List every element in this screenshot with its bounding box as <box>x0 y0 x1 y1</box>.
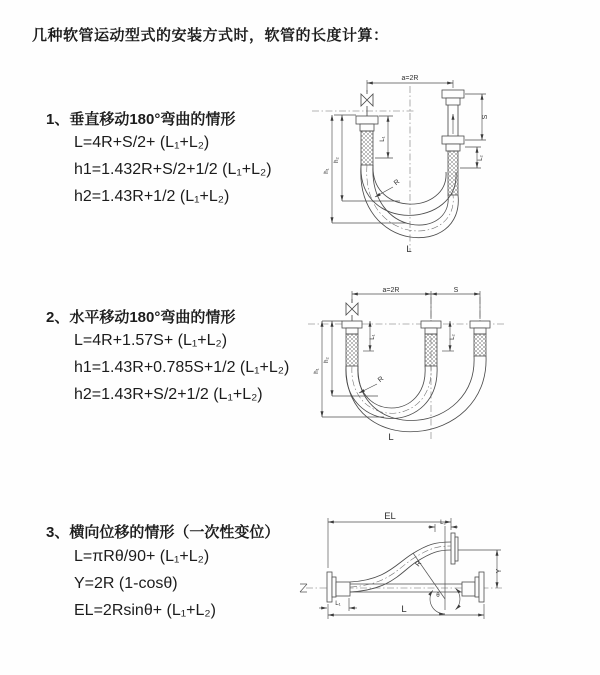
section-3-formula-y: Y=2R (1-cosθ) <box>74 575 178 592</box>
dim-label-l1: L₁ <box>335 600 341 607</box>
right-flange-fitting <box>462 572 484 602</box>
section-2-formula-l: L=4R+1.57S+ (L₁+L₂) <box>74 332 228 349</box>
dim-label-l-total: L <box>388 432 394 443</box>
dim-label-r: R <box>392 178 402 188</box>
dim-label-l2: L₂ <box>477 155 484 161</box>
centerlines <box>308 297 504 441</box>
page-title: 几种软管运动型式的安装方式时，软管的长度计算： <box>32 27 389 44</box>
section-3-heading: 3、横向位移的情形（一次性变位） <box>46 524 280 541</box>
right-hose-fitting <box>470 321 490 356</box>
dim-label-l1: L₁ <box>369 334 376 340</box>
dim-label-y: Y <box>496 568 503 574</box>
dim-label-s: S <box>482 114 489 120</box>
dim-label-l2: L₂ <box>449 334 456 340</box>
hose-u-bend <box>361 165 459 238</box>
dimension-s <box>431 287 480 294</box>
dim-label-h1: h₁ <box>313 368 320 374</box>
left-hose-fitting <box>356 116 378 165</box>
dimension-l2 <box>442 321 456 351</box>
dim-label-l1: L₁ <box>379 136 386 142</box>
dim-label-a2r: a=2R <box>401 75 419 82</box>
dimension-l2 <box>428 519 458 532</box>
dim-label-h2: h₂ <box>323 357 330 363</box>
dimension-a2r <box>352 287 480 319</box>
dimension-l1 <box>319 598 357 611</box>
section-3-formula-el: EL=2Rsinθ+ (L₁+L₂) <box>74 602 216 619</box>
section-1-formula-h2: h2=1.43R+1/2 (L₁+L₂) <box>74 188 230 205</box>
middle-hose-fitting <box>421 321 441 366</box>
valve-icon <box>346 299 358 321</box>
vertical-travel-180-bend-diagram <box>310 68 590 258</box>
dimension-el <box>328 511 451 568</box>
section-1-formula-l: L=4R+S/2+ (L₁+L₂) <box>74 134 210 151</box>
section-1-heading: 1、垂直移动180°弯曲的情形 <box>46 111 236 128</box>
lateral-displacement-diagram <box>298 502 590 652</box>
hose-displaced-position <box>350 542 451 592</box>
centerline-break-mark <box>300 584 307 592</box>
radius-construction <box>413 526 445 610</box>
dim-label-a2r: a=2R <box>382 287 400 294</box>
section-3-formula-l: L=πRθ/90+ (L₁+L₂) <box>74 548 210 565</box>
dim-label-theta: θ <box>436 592 440 599</box>
dim-label-l-total: L <box>406 244 412 255</box>
hose-u-bend-positions <box>346 356 486 432</box>
dimension-l2 <box>460 147 484 168</box>
radius-callout <box>359 376 385 393</box>
upper-flange-fitting <box>451 533 458 564</box>
section-2-heading: 2、水平移动180°弯曲的情形 <box>46 309 236 326</box>
dimension-l1 <box>363 321 376 351</box>
dim-label-r: R <box>414 559 424 569</box>
dim-label-l2: L₂ <box>440 519 446 526</box>
dim-label-r: R <box>376 375 386 385</box>
dim-label-s: S <box>453 287 459 294</box>
left-flange-fitting <box>327 572 350 602</box>
dim-label-el: EL <box>384 511 396 522</box>
valve-icon <box>361 90 373 116</box>
dimension-l-total <box>328 604 484 619</box>
dim-label-h1: h₁ <box>323 168 330 174</box>
section-1-formula-h1: h1=1.432R+S/2+1/2 (L₁+L₂) <box>74 161 272 178</box>
section-2-formula-h1: h1=1.43R+0.785S+1/2 (L₁+L₂) <box>74 359 290 376</box>
section-2-formula-h2: h2=1.43R+S/2+1/2 (L₁+L₂) <box>74 386 263 403</box>
dim-label-h2: h₂ <box>333 157 340 163</box>
left-hose-fitting <box>342 321 362 366</box>
dim-label-l: L <box>401 604 407 615</box>
dimension-s <box>465 94 489 140</box>
horizontal-travel-180-bend-diagram <box>306 281 590 456</box>
